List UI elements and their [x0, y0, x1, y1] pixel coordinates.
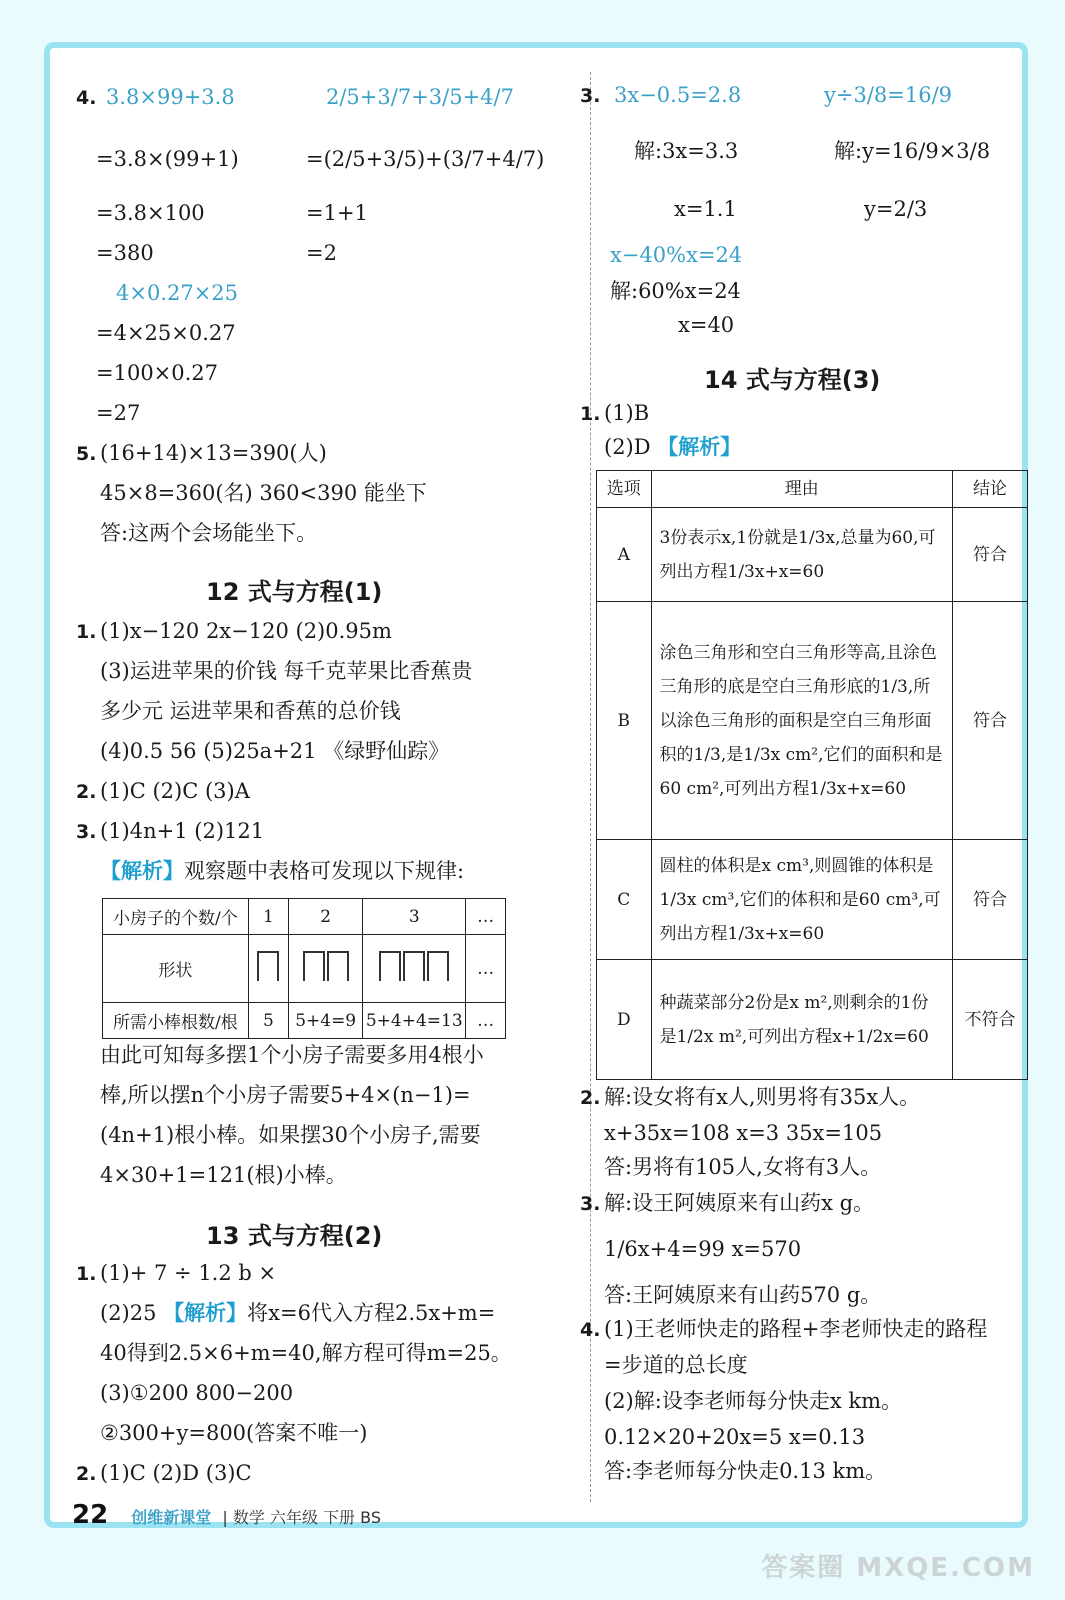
s14-q2-number: 2.	[580, 1087, 601, 1109]
q4c-step1: =4×25×0.27	[96, 321, 236, 345]
s13-q1-line3: 40得到2.5×6+m=40,解方程可得m=25。	[100, 1341, 512, 1365]
q3a-step1: 解:3x=3.3	[634, 139, 739, 163]
q3c-step1: 解:60%x=24	[610, 279, 741, 303]
s14-q1-line1: (1)B	[604, 401, 650, 425]
s13-q2-line: (1)C (2)D (3)C	[100, 1461, 252, 1485]
q3b-step2: y=2/3	[864, 197, 928, 221]
s12-q1-line3: 多少元 运进苹果和香蕉的总价钱	[100, 699, 401, 723]
s14-q1-number: 1.	[580, 403, 601, 425]
q3a-step2: x=1.1	[674, 197, 737, 221]
s14-q3-line3: 答:王阿姨原来有山药570 g。	[604, 1283, 882, 1307]
answer-page	[44, 42, 1028, 1528]
q5-number: 5.	[76, 443, 97, 465]
reason-table-conclusion: 符合	[952, 508, 1027, 602]
book-meta: | 数学 六年级 下册 BS	[222, 1508, 381, 1527]
s12-q1-line2: (3)运进苹果的价钱 每千克苹果比香蕉贵	[100, 659, 473, 683]
reason-table-conclusion: 符合	[952, 840, 1027, 960]
s12-q1-line4: (4)0.5 56 (5)25a+21 《绿野仙踪》	[100, 739, 450, 763]
s14-q2-line3: 答:男将有105人,女将有3人。	[604, 1155, 882, 1179]
s13-q2-number: 2.	[76, 1463, 97, 1485]
s14-q4-line1: (1)王老师快走的路程+李老师快走的路程	[604, 1317, 988, 1341]
reason-table-option: C	[597, 840, 652, 960]
reason-table-reason: 种蔬菜部分2份是x m²,则剩余的1份是1/2x m²,可列出方程x+1/2x=60	[651, 960, 952, 1080]
q5-line2: 45×8=360(名) 360<390 能坐下	[100, 481, 427, 505]
q4c-step3: =27	[96, 401, 141, 425]
brand-name: 创维新课堂	[131, 1508, 212, 1527]
s12-q2-number: 2.	[76, 781, 97, 803]
q3b-expression: y÷3/8=16/9	[824, 83, 953, 107]
s12-q1-line1: (1)x−120 2x−120 (2)0.95m	[100, 619, 392, 643]
s14-q4-line5: 答:李老师每分快走0.13 km。	[604, 1459, 887, 1483]
q4-number: 4.	[76, 87, 97, 109]
reason-table-conclusion: 不符合	[952, 960, 1027, 1080]
house-icon	[303, 951, 325, 981]
house-table-row-label: 形状	[103, 935, 249, 1003]
s12-q3-number: 3.	[76, 821, 97, 843]
s14-q3-number: 3.	[580, 1193, 601, 1215]
s13-q1-line4: (3)①200 800−200	[100, 1381, 294, 1405]
q3c-step2: x=40	[678, 313, 735, 337]
house-icon	[427, 951, 449, 981]
section-14-title: 14 式与方程(3)	[704, 366, 881, 394]
house-table-cell: 2	[288, 899, 362, 935]
house-shape-1	[248, 935, 288, 1003]
s12-explain-2: 棒,所以摆n个小房子需要5+4×(n−1)=	[100, 1083, 471, 1107]
s14-q3-line2: 1/6x+4=99 x=570	[604, 1237, 802, 1261]
s13-q1-number: 1.	[76, 1263, 97, 1285]
section-13-title: 13 式与方程(2)	[206, 1222, 383, 1250]
reason-table-option: B	[597, 602, 652, 840]
q4a-step2: =3.8×100	[96, 201, 205, 225]
s12-jiexi-label: 【解析】	[100, 859, 184, 883]
house-table-cell: 5	[248, 1003, 288, 1039]
s12-explain-1: 由此可知每多摆1个小房子需要多用4根小	[100, 1043, 484, 1067]
s13-jiexi-label: 【解析】	[163, 1301, 248, 1325]
house-table-cell: …	[466, 1003, 506, 1039]
reason-table-reason: 3份表示x,1份就是1/3x,总量为60,可列出方程1/3x+x=60	[651, 508, 952, 602]
reason-table-conclusion: 符合	[952, 602, 1027, 840]
q4b-step3: =2	[306, 241, 337, 265]
q3b-step1: 解:y=16/9×3/8	[834, 139, 991, 163]
q3c-expression: x−40%x=24	[610, 243, 743, 267]
reason-table-header: 结论	[952, 471, 1027, 508]
q4c-step2: =100×0.27	[96, 361, 219, 385]
house-table	[102, 898, 506, 1039]
reason-table	[596, 470, 1028, 1080]
q5-line1: (16+14)×13=390(人)	[100, 441, 327, 465]
house-icon	[379, 951, 401, 981]
s14-q3-line1: 解:设王阿姨原来有山药x g。	[604, 1191, 875, 1215]
house-table-cell: 3	[363, 899, 466, 935]
s14-q1-line2: (2)D	[604, 435, 651, 459]
s12-q2-line: (1)C (2)C (3)A	[100, 779, 250, 803]
page-number: 22	[72, 1500, 109, 1530]
s14-q4-line2: =步道的总长度	[604, 1353, 748, 1377]
q4a-expression: 3.8×99+3.8	[106, 85, 235, 109]
page-footer	[72, 1500, 381, 1530]
q4a-step1: =3.8×(99+1)	[96, 147, 239, 171]
house-table-cell: …	[466, 899, 506, 935]
s14-jiexi-label: 【解析】	[657, 435, 742, 459]
house-table-cell: …	[466, 935, 506, 1003]
q4b-expression: 2/5+3/7+3/5+4/7	[326, 85, 514, 109]
s13-q1-line1: (1)+ 7 ÷ 1.2 b ×	[100, 1261, 277, 1285]
s14-q2-line2: x+35x=108 x=3 35x=105	[604, 1121, 883, 1145]
house-icon	[327, 951, 349, 981]
s12-q1-number: 1.	[76, 621, 97, 643]
reason-table-reason: 涂色三角形和空白三角形等高,且涂色三角形的底是空白三角形底的1/3,所以涂色三角形的面积是空白三角形面积的1/3,是1/3x cm²,它们的面积和是60 cm²,可列出方程1/3x+x=60	[651, 602, 952, 840]
q4b-step2: =1+1	[306, 201, 368, 225]
reason-table-header: 选项	[597, 471, 652, 508]
reason-table-reason: 圆柱的体积是x cm³,则圆锥的体积是1/3x cm³,它们的体积和是60 cm³,可列出方程1/3x+x=60	[651, 840, 952, 960]
house-table-cell: 5+4+4=13	[363, 1003, 466, 1039]
house-table-cell: 1	[248, 899, 288, 935]
q4a-step3: =380	[96, 241, 154, 265]
s14-q4-line4: 0.12×20+20x=5 x=0.13	[604, 1425, 866, 1449]
column-divider	[590, 72, 591, 1502]
s14-q2-line1: 解:设女将有x人,则男将有35x人。	[604, 1085, 921, 1109]
r-q3-number: 3.	[580, 85, 601, 107]
house-icon	[257, 951, 279, 981]
q4c-expression: 4×0.27×25	[116, 281, 239, 305]
s14-q4-line3: (2)解:设李老师每分快走x km。	[604, 1389, 902, 1413]
house-table-cell: 5+4=9	[288, 1003, 362, 1039]
q5-answer: 答:这两个会场能坐下。	[100, 521, 318, 545]
s12-q3-line: (1)4n+1 (2)121	[100, 819, 265, 843]
house-shape-3	[363, 935, 466, 1003]
s12-jiexi-text: 观察题中表格可发现以下规律:	[184, 859, 465, 883]
s13-q1-line2a: (2)25	[100, 1301, 157, 1325]
s12-explain-4: 4×30+1=121(根)小棒。	[100, 1163, 347, 1187]
q4b-step1: =(2/5+3/5)+(3/7+4/7)	[306, 147, 545, 171]
q3a-expression: 3x−0.5=2.8	[614, 83, 742, 107]
section-12-title: 12 式与方程(1)	[206, 578, 383, 606]
s13-q1-line5: ②300+y=800(答案不唯一)	[100, 1421, 368, 1445]
reason-table-header: 理由	[651, 471, 952, 508]
house-table-row-label: 所需小棒根数/根	[103, 1003, 249, 1039]
reason-table-option: D	[597, 960, 652, 1080]
house-icon	[403, 951, 425, 981]
house-shape-2	[288, 935, 362, 1003]
watermark: 答案圈 MXQE.COM	[761, 1553, 1035, 1583]
s13-q1-line2b: 将x=6代入方程2.5x+m=	[247, 1301, 496, 1325]
s14-q4-number: 4.	[580, 1319, 601, 1341]
s12-explain-3: (4n+1)根小棒。如果摆30个小房子,需要	[100, 1123, 481, 1147]
house-table-header: 小房子的个数/个	[103, 899, 249, 935]
reason-table-option: A	[597, 508, 652, 602]
